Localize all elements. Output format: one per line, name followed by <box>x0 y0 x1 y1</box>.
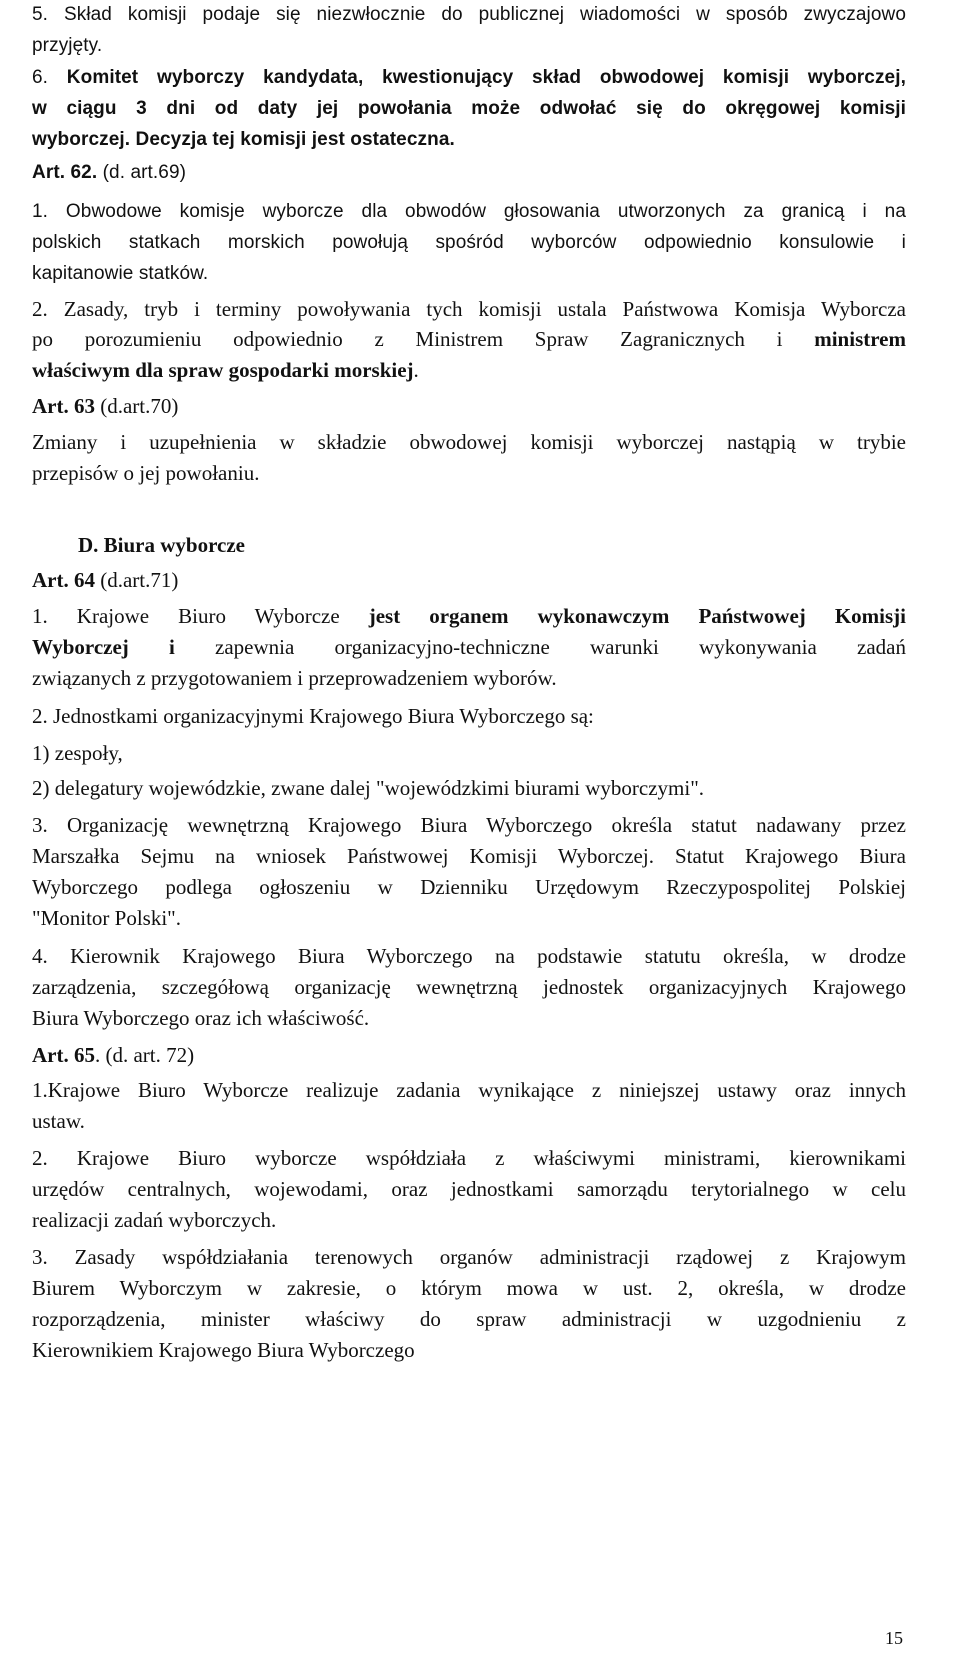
text-line <box>32 297 906 322</box>
text-run: rozporządzenia, minister właściwy do spraw administracji w uzgodnieniu z <box>32 1307 906 1331</box>
text-run: 4. Kierownik Krajowego Biura Wyborczego na podstawie statutu określa, w drodze <box>32 944 906 968</box>
list-item <box>32 776 906 801</box>
text-run: realizacji zadań wyborczych. <box>32 1208 277 1232</box>
text-line <box>32 358 906 383</box>
article-reference: . (d. art. 72) <box>94 1043 195 1067</box>
text-line <box>32 98 906 120</box>
text-line <box>32 704 906 729</box>
text-run: kapitanowie statków. <box>32 263 209 284</box>
section-heading <box>78 533 952 558</box>
text-run: 3. Zasady współdziałania terenowych organów administracji rządowej z Krajowym <box>32 1245 906 1269</box>
text-line <box>32 1006 906 1031</box>
text-run: 1) zespoły, <box>32 741 123 765</box>
text-line <box>32 813 906 838</box>
text-line <box>32 1078 906 1103</box>
text-run-bold: właściwym dla spraw gospodarki morskiej <box>32 358 414 382</box>
article-number: Art. 62. <box>32 162 98 183</box>
text-line <box>32 875 906 900</box>
article-reference: (d.art.70) <box>94 394 179 418</box>
text-run: Komitet wyborczy kandydata, kwestionujący skład obwodowej komisji wyborczej, <box>66 67 906 88</box>
text-line <box>32 263 906 285</box>
text-line <box>32 35 906 57</box>
text-run: urzędów centralnych, wojewodami, oraz jednostkami samorządu terytorialnego w celu <box>32 1177 906 1201</box>
article-heading <box>32 162 906 184</box>
text-run: w ciągu 3 dni od daty jej powołania może odwołać się do okręgowej komisji <box>32 98 906 119</box>
text-line <box>32 1276 906 1301</box>
text-line <box>32 129 906 151</box>
article-number: Art. 63 <box>32 394 95 418</box>
text-line <box>32 1109 906 1134</box>
article-heading <box>32 568 906 593</box>
text-run: po porozumieniu odpowiednio z Ministrem Spraw Zagranicznych i <box>32 327 815 351</box>
text-line <box>32 906 906 931</box>
text-run: związanych z przygotowaniem i przeprowadzeniem wyborów. <box>32 666 557 690</box>
list-item <box>32 741 906 766</box>
text-line <box>32 232 906 254</box>
text-run: 2. Krajowe Biuro wyborcze współdziała z właściwymi ministrami, kierownikami <box>32 1146 906 1170</box>
text-line <box>32 1338 906 1363</box>
text-run: przyjęty. <box>32 35 103 56</box>
article-reference: (d.art.71) <box>94 568 179 592</box>
text-run-bold: ministrem <box>814 327 906 351</box>
text-line <box>32 201 906 223</box>
text-run: . <box>413 358 419 382</box>
article-heading <box>32 1043 906 1068</box>
text-run: 2) delegatury wojewódzkie, zwane dalej "wojewódzkimi biurami wyborczymi". <box>32 776 705 800</box>
article-number: Art. 65 <box>32 1043 95 1067</box>
text-run: Marszałka Sejmu na wniosek Państwowej Komisji Wyborczej. Statut Krajowego Biura <box>32 844 906 868</box>
text-run: 1. Obwodowe komisje wyborcze dla obwodów głosowania utworzonych za granicą i na <box>32 201 906 222</box>
text-run: ustaw. <box>32 1109 85 1133</box>
text-line <box>32 635 906 660</box>
text-run: "Monitor Polski". <box>32 906 181 930</box>
text-run: zarządzenia, szczegółową organizację wewnętrzną jednostek organizacyjnych Krajowego <box>32 975 906 999</box>
text-run: Wyborczego podlega ogłoszeniu w Dzienniku Urzędowym Rzeczypospolitej Polskiej <box>32 875 906 899</box>
text-line <box>32 461 906 486</box>
text-run: zapewnia organizacyjno-techniczne warunki wykonywania zadań <box>174 635 906 659</box>
text-run: Kierownikiem Krajowego Biura Wyborczego <box>32 1338 415 1362</box>
section-title: D. Biura wyborcze <box>78 533 246 557</box>
article-number: Art. 64 <box>32 568 95 592</box>
text-run: polskich statkach morskich powołują spośród wyborców odpowiednio konsulowie i <box>32 232 906 253</box>
text-line <box>32 844 906 869</box>
text-line <box>32 430 906 455</box>
text-line <box>32 67 906 89</box>
list-number: 6. <box>32 67 67 88</box>
text-line <box>32 975 906 1000</box>
text-run: Zmiany i uzupełnienia w składzie obwodowej komisji wyborczej nastąpią w trybie <box>32 430 906 454</box>
text-run: 1.Krajowe Biuro Wyborcze realizuje zadania wynikające z niniejszej ustawy oraz innych <box>32 1078 906 1102</box>
article-heading <box>32 394 906 419</box>
text-run-bold: Wyborczej i <box>32 635 175 659</box>
text-line <box>32 1208 906 1233</box>
text-line <box>32 327 906 352</box>
text-run: Biurem Wyborczym w zakresie, o którym mowa w ust. 2, określa, w drodze <box>32 1276 906 1300</box>
page-number: 15 <box>885 1628 903 1648</box>
text-line <box>32 1307 906 1332</box>
text-line <box>32 4 906 26</box>
text-run: wyborczej. Decyzja tej komisji jest ostateczna. <box>32 129 455 150</box>
text-run: 2. Zasady, tryb i terminy powoływania tych komisji ustala Państwowa Komisja Wyborcza <box>32 297 906 321</box>
text-line <box>32 666 906 691</box>
text-run-bold: jest organem wykonawczym Państwowej Komisji <box>368 604 906 628</box>
text-line <box>32 1245 906 1270</box>
text-run: 5. Skład komisji podaje się niezwłocznie do publicznej wiadomości w sposób zwyczajowo <box>32 4 906 25</box>
text-run: przepisów o jej powołaniu. <box>32 461 260 485</box>
text-run: 1. Krajowe Biuro Wyborcze <box>32 604 369 628</box>
text-run: 3. Organizację wewnętrzną Krajowego Biura Wyborczego określa statut nadawany przez <box>32 813 906 837</box>
text-run: 2. Jednostkami organizacyjnymi Krajowego Biura Wyborczego są: <box>32 704 594 728</box>
article-reference: (d. art.69) <box>97 162 187 183</box>
text-line <box>32 1177 906 1202</box>
text-run: Biura Wyborczego oraz ich właściwość. <box>32 1006 370 1030</box>
text-line <box>32 1146 906 1171</box>
text-line <box>32 944 906 969</box>
text-line <box>32 604 906 629</box>
